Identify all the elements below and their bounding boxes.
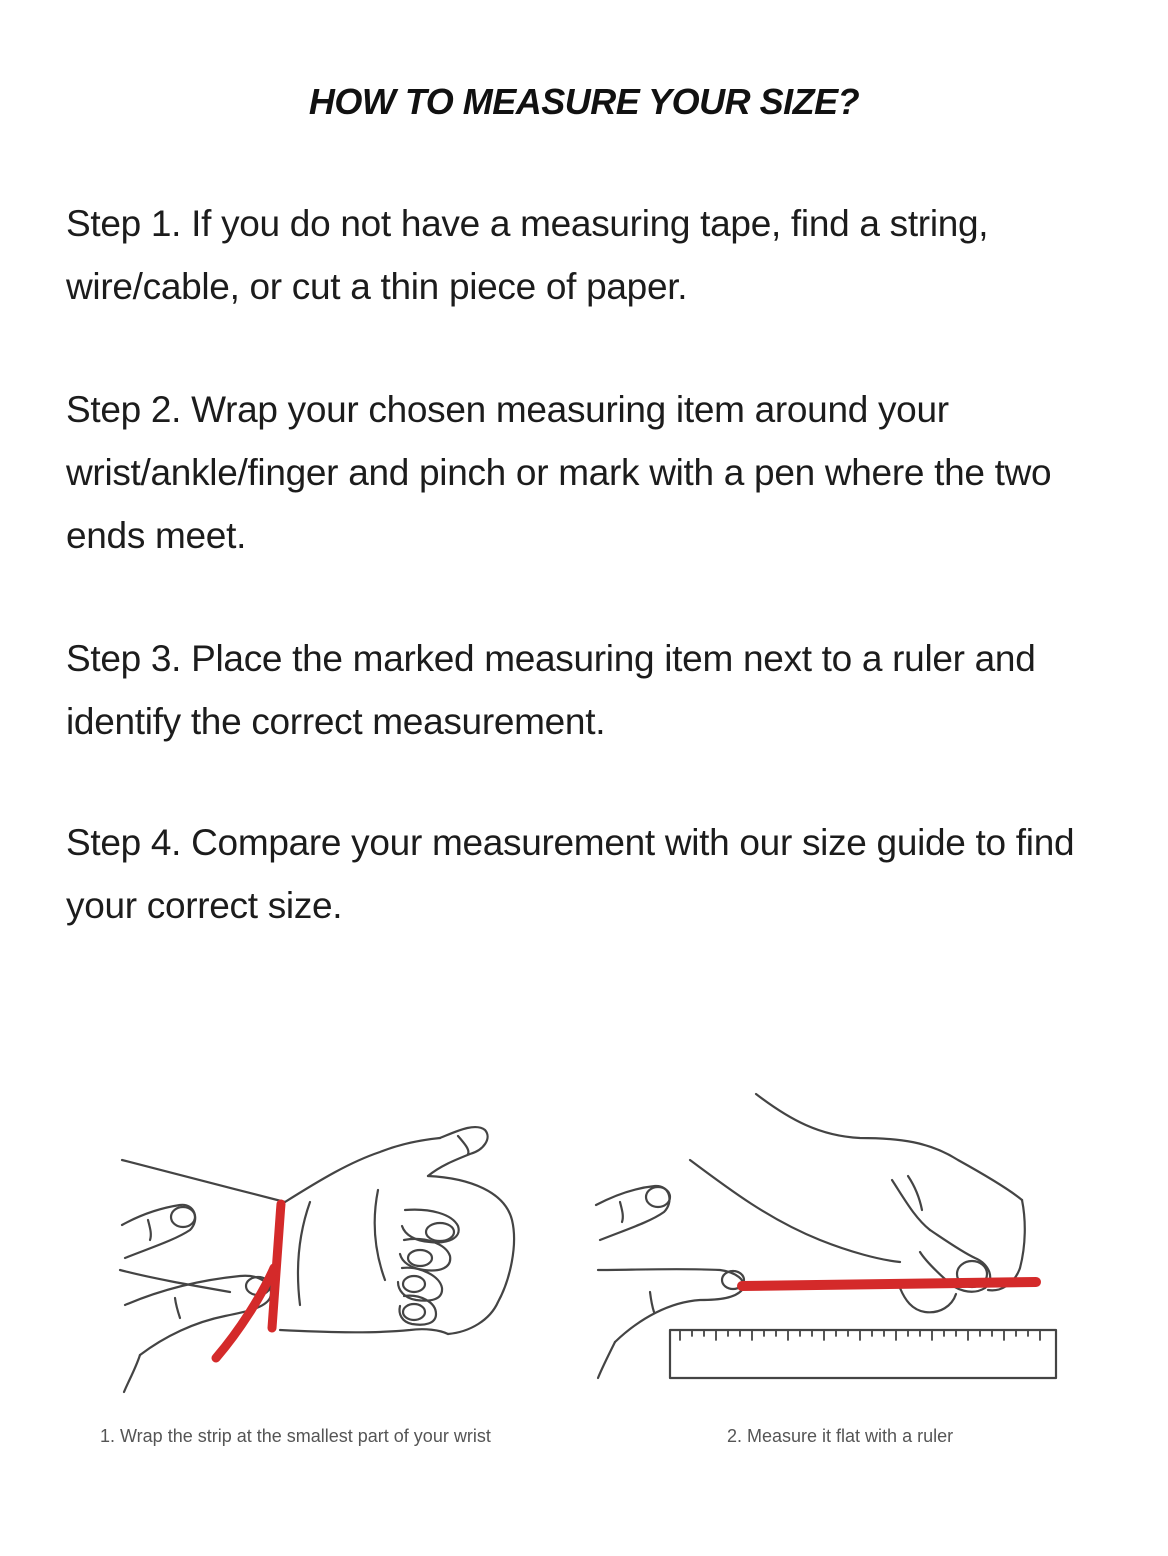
page-title: HOW TO MEASURE YOUR SIZE? [308,81,860,122]
step-1-text: Step 1. If you do not have a measuring tape, find a string, wire/cable, or cut a thin piece of paper. [66,203,989,307]
caption-wrap-strip: 1. Wrap the strip at the smallest part of your wrist [100,1426,491,1446]
wrist-wrap-illustration [120,1127,514,1392]
flat-strip [742,1282,1036,1286]
step-3-text: Step 3. Place the marked measuring item next to a ruler and identify the correct measurement. [66,638,1036,742]
step-2-text: Step 2. Wrap your chosen measuring item around your wrist/ankle/finger and pinch or mark with a pen where the two ends meet. [66,389,1052,556]
measuring-illustrations [0,1080,1168,1460]
step-4-text: Step 4. Compare your measurement with our size guide to find your correct size. [66,822,1075,926]
steps-list [66,192,1116,997]
ruler-measure-illustration [596,1094,1056,1378]
caption-measure-ruler: 2. Measure it flat with a ruler [727,1426,954,1446]
illustration-canvas [0,1080,1168,1420]
